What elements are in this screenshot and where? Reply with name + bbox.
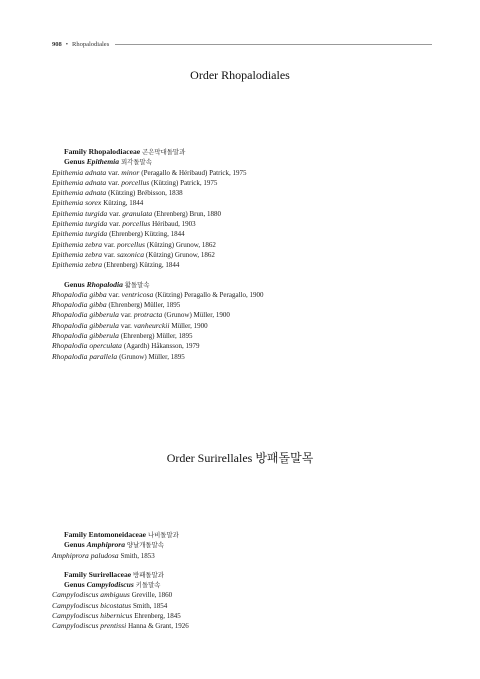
species-name: Rhopalodia gibba <box>52 289 107 299</box>
species-authority: (Kützing) Grunow, 1862 <box>145 250 215 259</box>
species-authority: Greville, 1860 <box>131 591 173 600</box>
species-name: Epithemia adnata <box>52 177 107 187</box>
species-name: Rhopalodia parallela <box>52 351 118 361</box>
species-name: Epithemia turgida <box>52 208 108 218</box>
variety-name: porcellus <box>117 239 145 249</box>
species-entry <box>52 300 452 310</box>
variety-name: protracta <box>133 310 163 320</box>
species-name: Epithemia zebra <box>52 239 102 249</box>
variety-name: porcellus <box>121 177 150 187</box>
variety-label: var. <box>109 219 121 229</box>
header-rule <box>115 44 432 45</box>
species-authority: (Kützing) Patrick, 1975 <box>151 178 218 187</box>
species-entry <box>52 321 452 331</box>
running-header <box>52 41 432 48</box>
species-name: Rhopalodia gibberula <box>52 310 119 320</box>
genus-heading: Genus Campylodiscus 키돌말속 <box>64 580 161 590</box>
species-entry <box>52 551 452 561</box>
species-entry <box>52 341 452 351</box>
species-authority: Müller, 1900 <box>171 321 208 330</box>
species-entry <box>52 621 452 631</box>
variety-label: var. <box>108 177 120 187</box>
species-authority: Smith, 1854 <box>133 601 168 610</box>
variety-name: porcellus <box>122 219 151 229</box>
species-entry <box>52 188 452 198</box>
species-authority: (Ehrenberg) Kützing, 1844 <box>103 261 180 270</box>
variety-name: granulata <box>122 208 153 218</box>
species-entry <box>52 240 452 250</box>
species-name: Epithemia turgida <box>52 229 108 239</box>
species-authority: (Grunow) Müller, 1895 <box>119 352 185 361</box>
species-entry <box>52 219 452 229</box>
variety-name: ventricosa <box>121 289 154 299</box>
species-authority: (Ehrenberg) Brun, 1880 <box>154 209 222 218</box>
variety-label: var. <box>103 239 116 249</box>
species-authority: (Kützing) Peragallo & Peragallo, 1900 <box>155 290 264 299</box>
species-entry <box>52 168 452 178</box>
species-entry <box>52 250 452 260</box>
species-list-rhopalodia <box>52 290 452 362</box>
species-entry <box>52 178 452 188</box>
species-entry <box>52 331 452 341</box>
species-entry <box>52 590 452 600</box>
species-authority: Kützing, 1844 <box>103 199 144 208</box>
variety-name: minor <box>121 167 140 177</box>
species-list-campylodiscus <box>52 590 452 631</box>
page-number: 908 <box>52 41 62 48</box>
family-heading: Family Entomoneidaceae 나비돌말과 <box>64 530 179 539</box>
species-name: Rhopalodia operculata <box>52 341 122 351</box>
species-name: Rhopalodia gibberula <box>52 320 119 330</box>
variety-name: saxonica <box>117 249 144 259</box>
variety-label: var. <box>120 320 132 330</box>
species-entry <box>52 290 452 300</box>
variety-name: vanheurckii <box>133 320 170 330</box>
species-name: Epithemia adnata <box>52 188 107 198</box>
species-authority: (Grunow) Müller, 1900 <box>164 311 230 320</box>
species-name: Epithemia zebra <box>52 249 102 259</box>
variety-label: var. <box>120 310 132 320</box>
species-entry <box>52 352 452 362</box>
header-section: Rhopalodiales <box>72 41 110 48</box>
genus-heading: Genus Amphiprora 양날개돌말속 <box>64 540 164 550</box>
family-rhopalodiaceae-block <box>52 147 452 362</box>
species-name: Rhopalodia gibba <box>52 300 107 310</box>
species-authority: Ehrenberg, 1845 <box>134 612 181 621</box>
species-authority: (Ehrenberg) Müller, 1895 <box>120 332 193 341</box>
variety-label: var. <box>103 249 116 259</box>
family-heading: Family Surirellaceae 방패돌말과 <box>64 569 164 579</box>
order-title-surirellales: Order Surirellales 방패돌말목 <box>166 451 314 465</box>
species-entry <box>52 198 452 208</box>
variety-label: var. <box>108 289 120 299</box>
species-entry <box>52 310 452 320</box>
species-authority: (Peragallo & Héribaud) Patrick, 1975 <box>141 168 247 177</box>
species-entry <box>52 601 452 611</box>
species-name: Campylodiscus bicostatus <box>52 600 132 610</box>
species-name: Campylodiscus ambiguus <box>52 590 130 600</box>
species-authority: (Ehrenberg) Müller, 1895 <box>108 301 181 310</box>
species-authority: (Ehrenberg) Kützing, 1844 <box>109 230 185 239</box>
species-authority: (Agardh) Håkansson, 1979 <box>123 342 200 351</box>
species-name: Rhopalodia gibberula <box>52 331 119 341</box>
order-title-rhopalodiales: Order Rhopalodiales <box>190 68 290 82</box>
species-name: Epithemia turgida <box>52 219 108 229</box>
variety-label: var. <box>108 167 120 177</box>
species-authority: Smith, 1853 <box>120 551 155 560</box>
species-name: Campylodiscus prentissi <box>52 621 127 631</box>
species-entry <box>52 611 452 621</box>
species-authority: Héribaud, 1903 <box>152 220 196 229</box>
variety-label: var. <box>109 208 121 218</box>
species-authority: Hanna & Grant, 1926 <box>128 622 189 631</box>
species-name: Epithemia zebra <box>52 260 102 270</box>
species-name: Epithemia sorex <box>52 198 102 208</box>
species-authority: (Kützing) Grunow, 1862 <box>146 240 216 249</box>
family-entomoneidaceae-block <box>52 530 452 632</box>
species-authority: (Kützing) Brébisson, 1838 <box>108 189 183 198</box>
species-name: Campylodiscus hibernicus <box>52 611 133 621</box>
family-heading: Family Rhopalodiaceae 곤은막대돌말과 <box>64 147 186 156</box>
species-entry <box>52 260 452 270</box>
genus-heading: Genus Epithemia 꾀각돌말속 <box>64 157 152 167</box>
header-bullet: • <box>65 41 69 48</box>
species-name: Epithemia adnata <box>52 167 107 177</box>
species-name: Amphiprora paludosa <box>52 550 119 560</box>
species-list-amphiprora <box>52 551 452 561</box>
species-list-epithemia <box>52 168 452 271</box>
species-entry <box>52 229 452 239</box>
genus-heading: Genus Rhopalodia 활돌말속 <box>64 279 150 289</box>
species-entry <box>52 209 452 219</box>
